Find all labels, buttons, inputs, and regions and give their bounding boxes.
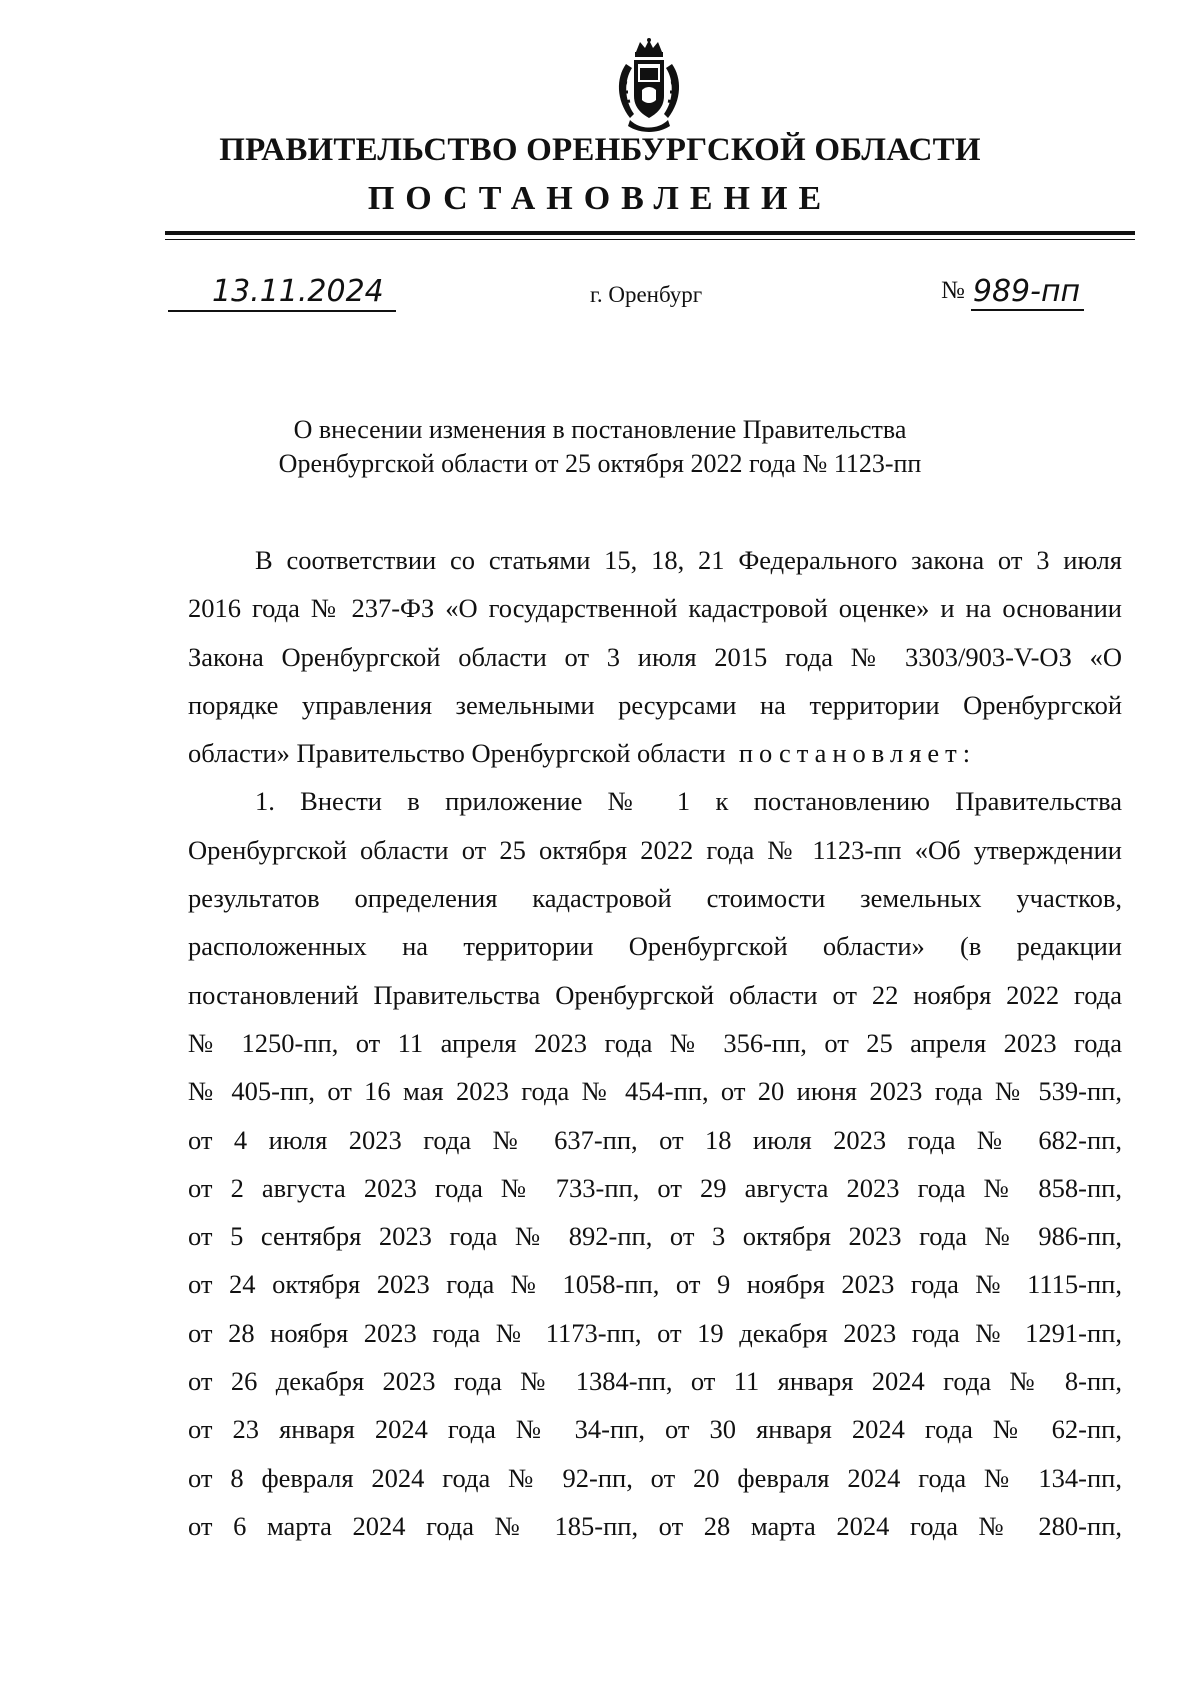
document-number-field — [941, 274, 1084, 311]
number-sign: № — [941, 277, 965, 304]
body-line: результатов определения кадастровой стоимости земельных участков, — [188, 883, 1122, 914]
document-type-title: ПОСТАНОВЛЕНИЕ — [367, 180, 833, 217]
body-line: В соответствии со статьями 15, 18, 21 Федерального закона от 3 июля — [255, 545, 1122, 575]
header-divider-thick — [165, 231, 1135, 235]
body-line: от 23 января 2024 года № 34-пп, от 30 января 2024 года № 62-пп, — [188, 1414, 1122, 1445]
body-line: № 1250-пп, от 11 апреля 2023 года № 356-пп, от 25 апреля 2023 года — [188, 1027, 1122, 1058]
body-line: от 24 октября 2023 года № 1058-пп, от 9 ноября 2023 года № 1115-пп, — [188, 1269, 1122, 1300]
body-line: порядке управления земельными ресурсами на территории Оренбургской — [188, 689, 1122, 720]
body-line: Закона Оренбургской области от 3 июля 2015 года № 3303/903-V-ОЗ «О — [188, 641, 1122, 672]
subject-line: Оренбургской области от 25 октября 2022 года № 1123-пп — [278, 449, 922, 478]
body-line: от 2 августа 2023 года № 733-пп, от 29 августа 2023 года № 858-пп, — [188, 1172, 1122, 1203]
body-line: постановлений Правительства Оренбургской области от 22 ноября 2022 года — [188, 979, 1122, 1010]
body-line: от 4 июля 2023 года № 637-пп, от 18 июля 2023 года № 682-пп, — [188, 1124, 1122, 1155]
body-line: № 405-пп, от 16 мая 2023 года № 454-пп, от 20 июня 2023 года № 539-пп, — [188, 1076, 1122, 1107]
document-subject — [0, 413, 1200, 481]
body-line: от 28 ноября 2023 года № 1173-пп, от 19 декабря 2023 года № 1291-пп, — [188, 1317, 1122, 1348]
body-line: от 6 марта 2024 года № 185-пп, от 28 марта 2024 года № 280-пп, — [188, 1510, 1122, 1541]
body-line: Оренбургской области от 25 октября 2022 года № 1123-пп «Об утверждении — [188, 834, 1122, 865]
body-line-text: области» Правительство Оренбургской области — [188, 738, 726, 769]
document-body — [188, 536, 1122, 1550]
body-line: от 5 сентября 2023 года № 892-пп, от 3 октября 2023 года № 986-пп, — [188, 1221, 1122, 1252]
body-line: 2016 года № 237-ФЗ «О государственной кадастровой оценке» и на основании — [188, 593, 1122, 624]
document-date-field — [168, 274, 396, 314]
body-line: от 8 февраля 2024 года № 92-пп, от 20 февраля 2024 года № 134-пп, — [188, 1462, 1122, 1493]
coat-of-arms-icon — [612, 38, 686, 132]
organization-title: ПРАВИТЕЛЬСТВО ОРЕНБУРГСКОЙ ОБЛАСТИ — [219, 132, 981, 168]
body-line — [188, 729, 1122, 777]
date-underline — [168, 310, 396, 312]
header-divider-thin — [165, 239, 1135, 240]
document-date: 13.11.2024 — [212, 274, 384, 309]
document-city: г. Оренбург — [590, 282, 703, 307]
resolution-verb: постановляет: — [738, 738, 977, 769]
body-line: от 26 декабря 2023 года № 1384-пп, от 11 января 2024 года № 8-пп, — [188, 1366, 1122, 1397]
subject-line: О внесении изменения в постановление Правительства — [293, 415, 907, 444]
body-line: расположенных на территории Оренбургской области» (в редакции — [188, 931, 1122, 962]
document-number: 989-пп — [971, 274, 1084, 311]
body-line: 1. Внести в приложение № 1 к постановлению Правительства — [255, 786, 1122, 817]
